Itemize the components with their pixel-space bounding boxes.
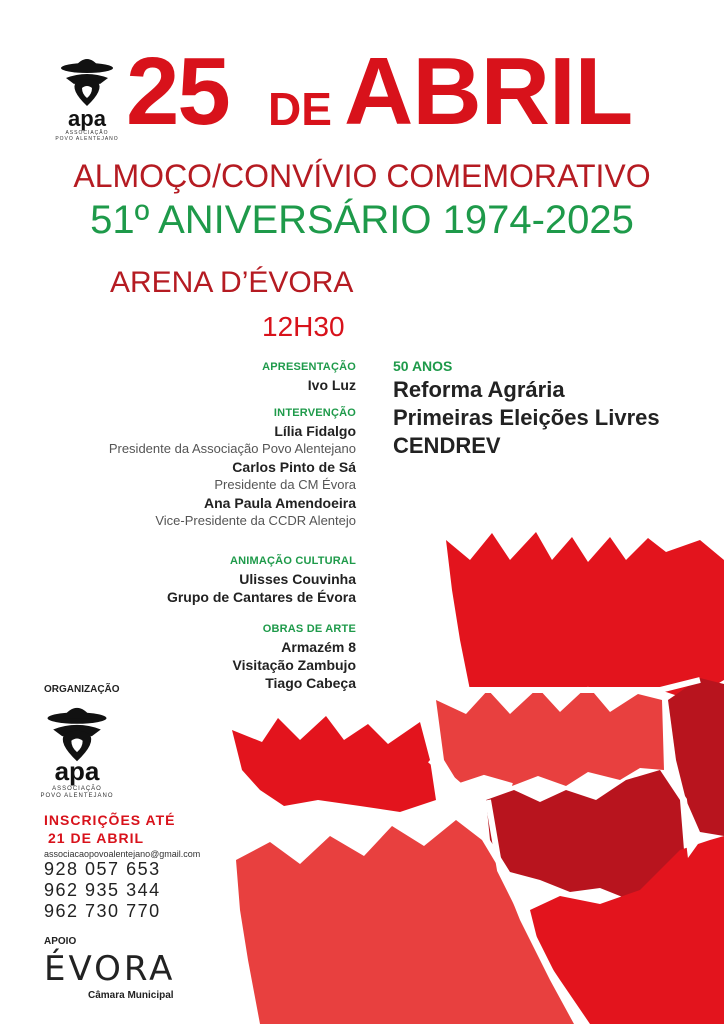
- fifty-years-item: Reforma Agrária: [393, 377, 565, 402]
- apresentacao-label: APRESENTAÇÃO: [262, 361, 356, 373]
- fifty-years-item: Primeiras Eleições Livres: [393, 405, 660, 430]
- phone-number: 962 730 770: [44, 901, 161, 921]
- petal-center-dark: [486, 770, 684, 900]
- program-apresentacao: [262, 358, 356, 394]
- obras-item: Tiago Cabeça: [265, 675, 356, 691]
- camara-municipal-label: Câmara Municipal: [88, 990, 174, 1001]
- obras-item: Armazém 8: [281, 639, 356, 655]
- apa-emblem-icon: [56, 52, 118, 112]
- apa-logo-organization: [40, 700, 114, 804]
- title-month: ABRIL: [344, 38, 633, 145]
- apa-logo-word: apa: [54, 756, 100, 786]
- phone-number: 928 057 653: [44, 859, 161, 879]
- obras-item: Visitação Zambujo: [232, 657, 356, 673]
- speaker-role: Vice-Presidente da CCDR Alentejo: [155, 513, 356, 528]
- petal-right-dark: [668, 678, 724, 836]
- evora-logo: ÉVORA: [44, 949, 176, 989]
- registration-date: 21 DE ABRIL: [48, 830, 145, 846]
- animacao-item: Grupo de Cantares de Évora: [166, 589, 356, 605]
- event-subtitle: ALMOÇO/CONVÍVIO COMEMORATIVO: [73, 158, 651, 194]
- venue: ARENA D’ÉVORA: [110, 266, 354, 299]
- speaker-role: Presidente da Associação Povo Alentejano: [108, 441, 356, 456]
- registration-email: associacaopovoalentejano@gmail.com: [44, 849, 201, 859]
- event-time: 12H30: [262, 311, 345, 342]
- apa-logo-line1: ASSOCIAÇÃO: [65, 130, 109, 136]
- fifty-years-item: CENDREV: [393, 433, 501, 458]
- apa-logo: [56, 52, 118, 140]
- speaker-name: Lília Fidalgo: [274, 423, 356, 439]
- program-intervencao: [109, 404, 356, 530]
- apa-logo-line2: POVO ALENTEJANO: [40, 793, 114, 799]
- apa-logo-line2: POVO ALENTEJANO: [55, 136, 119, 142]
- program-animacao: [167, 552, 356, 606]
- obras-label: OBRAS DE ARTE: [262, 623, 356, 635]
- title-day: 25: [126, 38, 229, 145]
- fifty-years-block: [393, 356, 660, 460]
- organization-label: ORGANIZAÇÃO: [44, 684, 120, 695]
- registration-title: INSCRIÇÕES ATÉ: [44, 812, 176, 828]
- petal-bottom-right: [530, 836, 724, 1024]
- petal-top: [446, 532, 724, 700]
- fifty-years-heading: 50 ANOS: [393, 358, 453, 374]
- speaker-role: Presidente da CM Évora: [214, 477, 356, 492]
- petal-left: [232, 716, 436, 812]
- title-de: DE: [268, 83, 332, 135]
- animacao-item: Ulisses Couvinha: [239, 571, 356, 587]
- support-label: APOIO: [44, 936, 77, 947]
- apa-logo-line1: ASSOCIAÇÃO: [52, 786, 102, 792]
- phone-number: 962 935 344: [44, 880, 161, 900]
- petal-mid-light: [436, 686, 664, 786]
- speaker-name: Ana Paula Amendoeira: [204, 495, 356, 511]
- animacao-label: ANIMAÇÃO CULTURAL: [229, 555, 356, 567]
- anniversary-line: 51º ANIVERSÁRIO 1974-2025: [90, 198, 634, 242]
- apresentacao-name: Ivo Luz: [307, 377, 356, 393]
- petal-bottom-light: [236, 820, 574, 1024]
- speaker-name: Carlos Pinto de Sá: [232, 459, 356, 475]
- intervencao-label: INTERVENÇÃO: [273, 407, 356, 419]
- apa-logo-word: apa: [68, 106, 106, 131]
- program-obras: [233, 620, 356, 692]
